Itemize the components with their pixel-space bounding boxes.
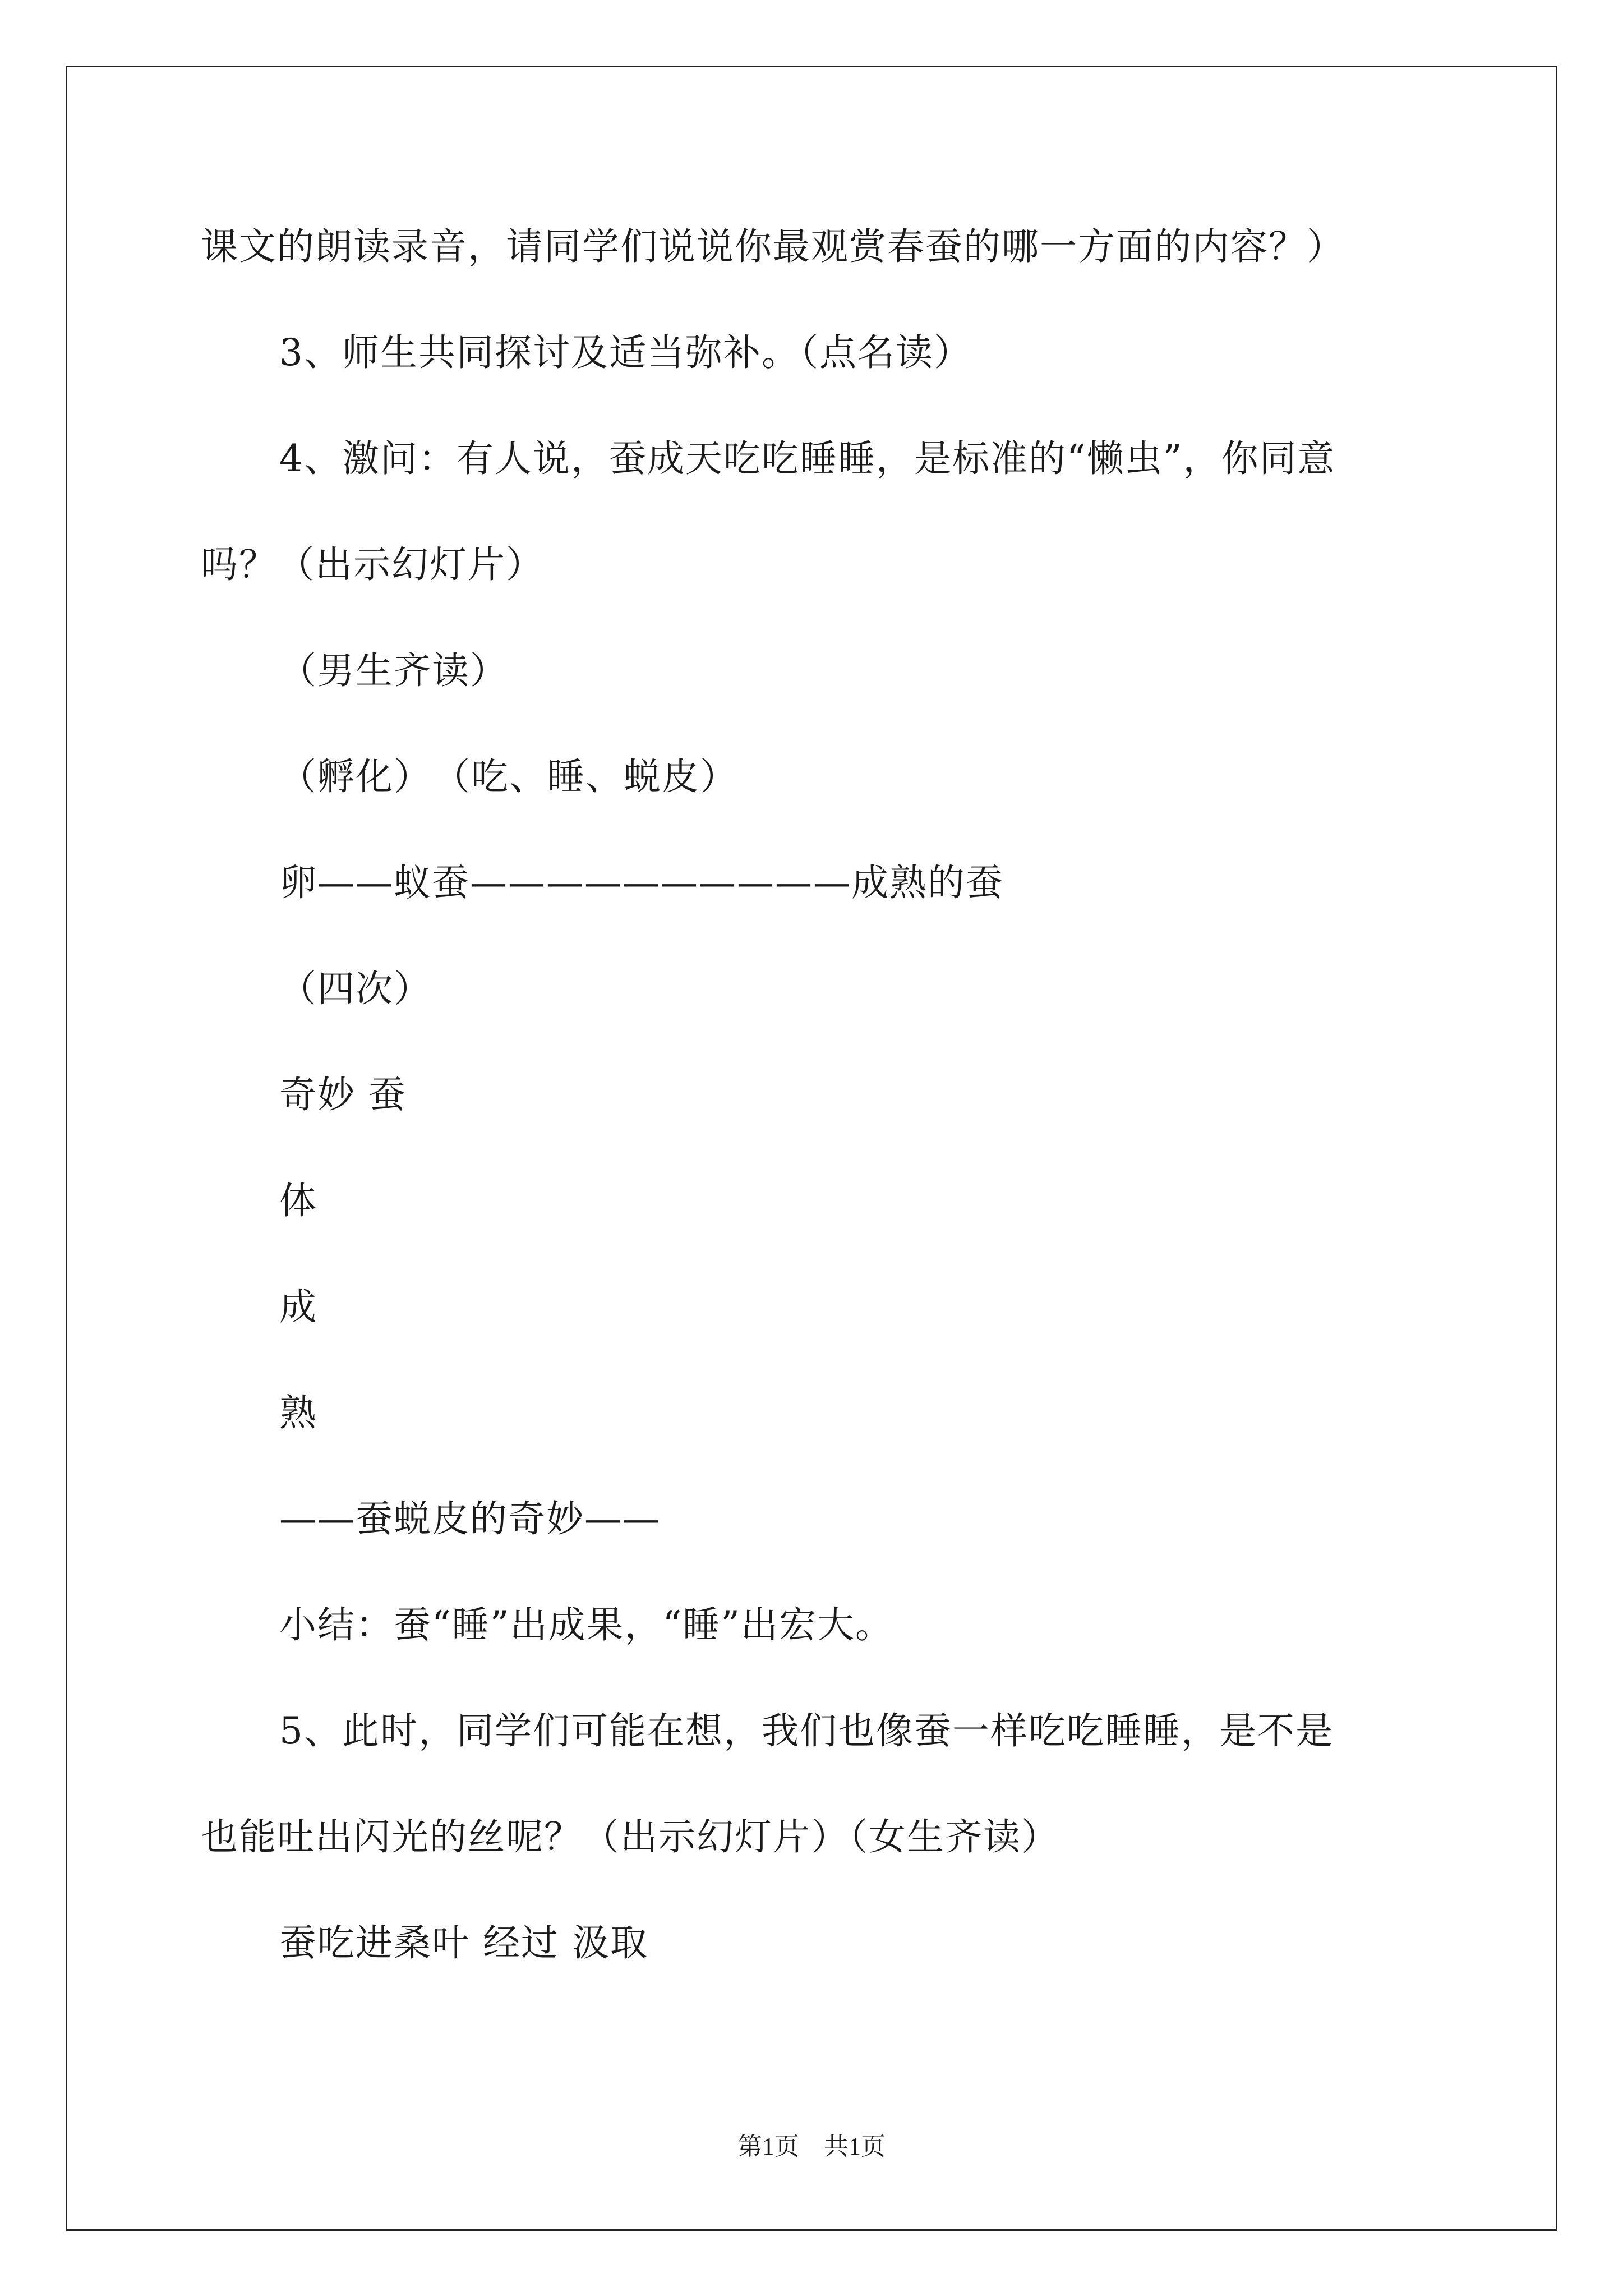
- text-line: 4、激问：有人说，蚕成天吃吃睡睡，是标准的“懒虫”，你同意: [279, 437, 1336, 480]
- text-line: 课文的朗读录音，请同学们说说你最观赏春蚕的哪一方面的内容？）: [201, 225, 1345, 268]
- text-line: 3、师生共同探讨及适当弥补。（点名读）: [279, 331, 972, 374]
- document-body: [66, 66, 1557, 2231]
- text-line: （孵化） （吃、睡、蜕皮）: [279, 755, 738, 798]
- page-number-footer: 第1页 共1页: [737, 2133, 886, 2160]
- text-line: ——蚕蜕皮的奇妙——: [279, 1497, 661, 1540]
- text-line: （四次）: [279, 967, 432, 1010]
- text-line: 卵——蚁蚕——————————成熟的蚕: [279, 861, 1004, 904]
- text-line: 小结：蚕“睡”出成果，“睡”出宏大。: [279, 1603, 893, 1646]
- text-line: 体: [279, 1179, 317, 1222]
- text-line: 奇妙 蚕: [279, 1073, 407, 1116]
- text-line: 也能吐出闪光的丝呢？（出示幻灯片）（女生齐读）: [201, 1815, 1059, 1858]
- text-line: 蚕吃进桑叶 经过 汲取: [279, 1921, 648, 1964]
- text-line: （男生齐读）: [279, 649, 508, 692]
- text-line: 成: [279, 1285, 317, 1328]
- text-line: 吗？（出示幻灯片）: [201, 543, 544, 586]
- text-line: 5、此时，同学们可能在想，我们也像蚕一样吃吃睡睡，是不是: [279, 1709, 1334, 1752]
- text-line: 熟: [279, 1391, 317, 1434]
